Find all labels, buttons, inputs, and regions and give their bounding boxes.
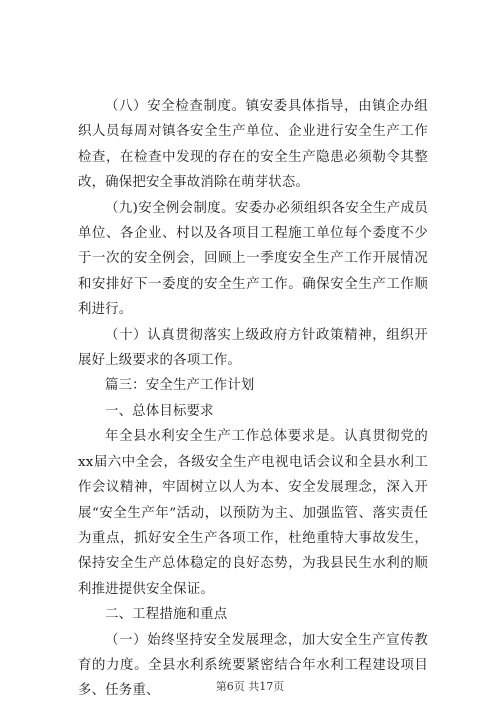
section-title: 篇三：安全生产工作计划 xyxy=(105,378,255,394)
document-body xyxy=(78,94,428,704)
paragraph-overall-requirements: 年全县水利安全生产工作总体要求是。认真贯彻党的xx届六中全会，各级安全生产电视电话会议和全县水利工作会议精神，牢固树立以人为本、安全发展理念，深入开展“安全生产年”活动，以预防为主、加强监管、落实责任为重点，抓好安全生产各项工作，杜绝重特大事故发生，保持安全生产总体稳定的良好态势，为我县民生水利的顺利推进提供安全保证。 xyxy=(78,429,428,597)
heading-overall-goals: 一、总体目标要求 xyxy=(105,403,214,419)
heading-measures: 二、工程措施和重点 xyxy=(105,607,228,623)
page-footer: 第6页 共17页 xyxy=(215,680,285,693)
paragraph-measure-one: （一）始终坚持安全发展理念，加大安全生产宣传教育的力度。全县水利系统要紧密结合年水利工程建设项目多、任务重、 xyxy=(78,632,428,699)
paragraph-implement-policy: （十）认真贯彻落实上级政府方针政策精神，组织开展好上级要求的各项工作。 xyxy=(78,327,428,369)
paragraph-safety-inspection: （八）安全检查制度。镇安委具体指导，由镇企办组织人员每周对镇各安全生产单位、企业进行安全生产工作检查，在检查中发现的存在的安全生产隐患必须勒令其整改，确保把安全事故消除在萌芽状态。 xyxy=(78,99,428,191)
paragraph-safety-meeting: （九)安全例会制度。安委办必须组织各安全生产成员单位、各企业、村以及各项目工程施工单位每个委度不少于一次的安全例会，回顾上一季度安全生产工作开展情况和安排好下一委度的安全生产工作。确保安全生产工作顺利进行。 xyxy=(78,200,428,318)
